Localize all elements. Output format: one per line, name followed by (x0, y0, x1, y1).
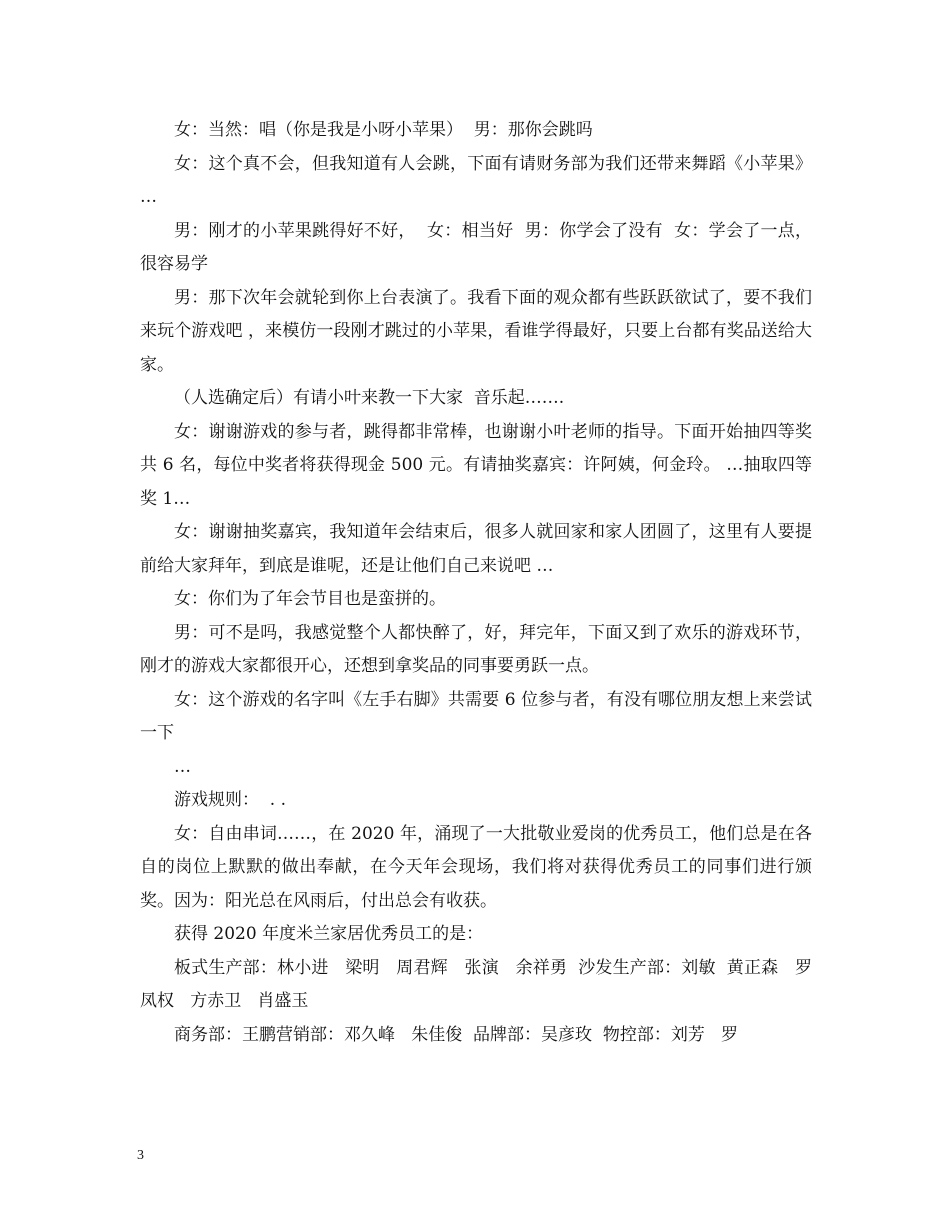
paragraph: … (174, 756, 191, 777)
paragraph: 男：可不是吗，我感觉整个人都快醉了，好，拜完年，下面又到了欢乐的游戏环节，刚才的游戏大家都很开心，还想到拿奖品的同事要勇跃一点。 (140, 622, 812, 676)
paragraph: 女：你们为了年会节目也是蛮拼的。 (174, 589, 446, 609)
paragraph: 女：谢谢抽奖嘉宾，我知道年会结束后，很多人就回家和家人团圆了，这里有人要提前给大家拜年，到底是谁呢，还是让他们自己来说吧 … (140, 522, 812, 576)
paragraph: 男：刚才的小苹果跳得好不好， 女：相当好 男：你学会了没有 女：学会了一点，很容易学 (140, 220, 812, 274)
page-number: 3 (137, 1148, 144, 1163)
paragraph: 女：当然：唱（你是我是小呀小苹果） 男：那你会跳吗 (174, 120, 593, 140)
paragraph: 游戏规则： . . (174, 790, 287, 810)
paragraph: 女：这个游戏的名字叫《左手右脚》共需要 6 位参与者，有没有哪位朋友想上来尝试一下 (140, 689, 812, 743)
paragraph: 女：自由串词……，在 2020 年，涌现了一大批敬业爱岗的优秀员工，他们总是在各自的岗位上默默的做出奉献，在今天年会现场，我们将对获得优秀员工的同事们进行颁奖。因为：阳光总在风雨后，付出总会有收获。 (140, 823, 812, 911)
paragraph: （人选确定后）有请小叶来教一下大家 音乐起……. (174, 388, 565, 408)
paragraph: 男：那下次年会就轮到你上台表演了。我看下面的观众都有些跃跃欲试了，要不我们来玩个游戏吧 ，来模仿一段刚才跳过的小苹果，看谁学得最好，只要上台都有奖品送给大家。 (140, 287, 812, 375)
document-body (140, 114, 818, 1052)
paragraph: 板式生产部：林小进 梁明 周君辉 张演 余祥勇 沙发生产部：刘敏 黄正森 罗凤权 方赤卫 肖盛玉 (140, 957, 812, 1011)
paragraph: 获得 2020 年度米兰家居优秀员工的是： (174, 924, 484, 944)
paragraph: 女：这个真不会，但我知道有人会跳，下面有请财务部为我们还带来舞蹈《小苹果》 … (140, 153, 818, 207)
paragraph: 女：谢谢游戏的参与者，跳得都非常棒，也谢谢小叶老师的指导。下面开始抽四等奖共 6 名，每位中奖者将获得现金 500 元。有请抽奖嘉宾：许阿姨，何金玲。 …抽取四等奖 1… (140, 421, 812, 509)
paragraph: 商务部：王鹏营销部：邓久峰 朱佳俊 品牌部：吴彦玫 物控部：刘芳 罗 (174, 1024, 739, 1045)
